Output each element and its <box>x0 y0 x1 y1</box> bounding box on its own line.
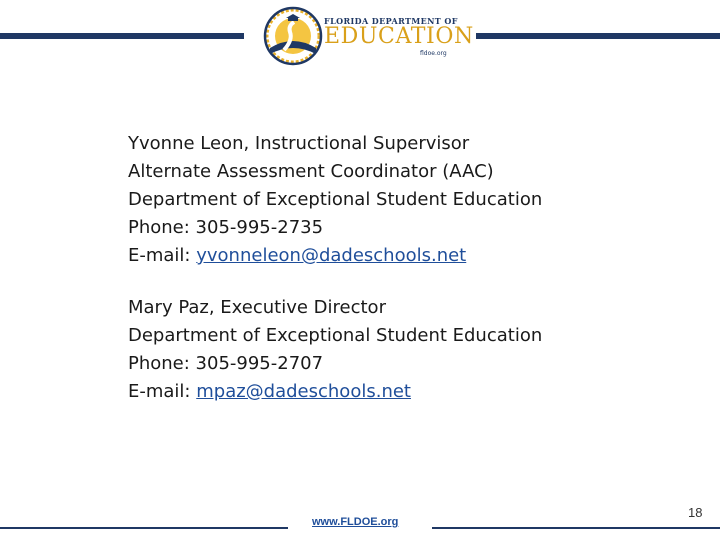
contact-department: Department of Exceptional Student Education <box>128 325 543 346</box>
contact-phone: Phone: 305-995-2707 <box>128 353 324 374</box>
footer-rule-left <box>0 527 288 529</box>
email-label: E-mail: <box>128 245 197 266</box>
contact-role: Alternate Assessment Coordinator (AAC) <box>128 161 494 182</box>
contact-email-row <box>128 378 542 406</box>
contact-name-title: Yvonne Leon, Instructional Supervisor <box>128 133 470 154</box>
footer-rule-right <box>432 527 720 529</box>
contact-mary-paz <box>128 294 542 406</box>
sun-emblem-icon <box>262 4 324 68</box>
email-link[interactable]: mpaz@dadeschools.net <box>196 381 411 402</box>
contact-yvonne-leon <box>128 130 542 270</box>
email-label: E-mail: <box>128 381 197 402</box>
logo-line-1: FLORIDA DEPARTMENT OF <box>324 16 458 26</box>
contact-email-row <box>128 242 542 270</box>
contact-name-title: Mary Paz, Executive Director <box>128 297 386 318</box>
header-rule-right <box>476 33 720 39</box>
email-link[interactable]: yvonneleon@dadeschools.net <box>196 245 467 266</box>
page-number: 18 <box>688 505 703 520</box>
header-rule-left <box>0 33 244 39</box>
contact-list <box>128 130 542 430</box>
fldoe-logo <box>262 4 474 68</box>
logo-line-3: fldoe.org <box>420 50 447 57</box>
contact-department: Department of Exceptional Student Education <box>128 189 543 210</box>
footer-website-link[interactable]: www.FLDOE.org <box>312 516 399 528</box>
logo-line-2: EDUCATION <box>324 24 474 49</box>
contact-phone: Phone: 305-995-2735 <box>128 217 324 238</box>
